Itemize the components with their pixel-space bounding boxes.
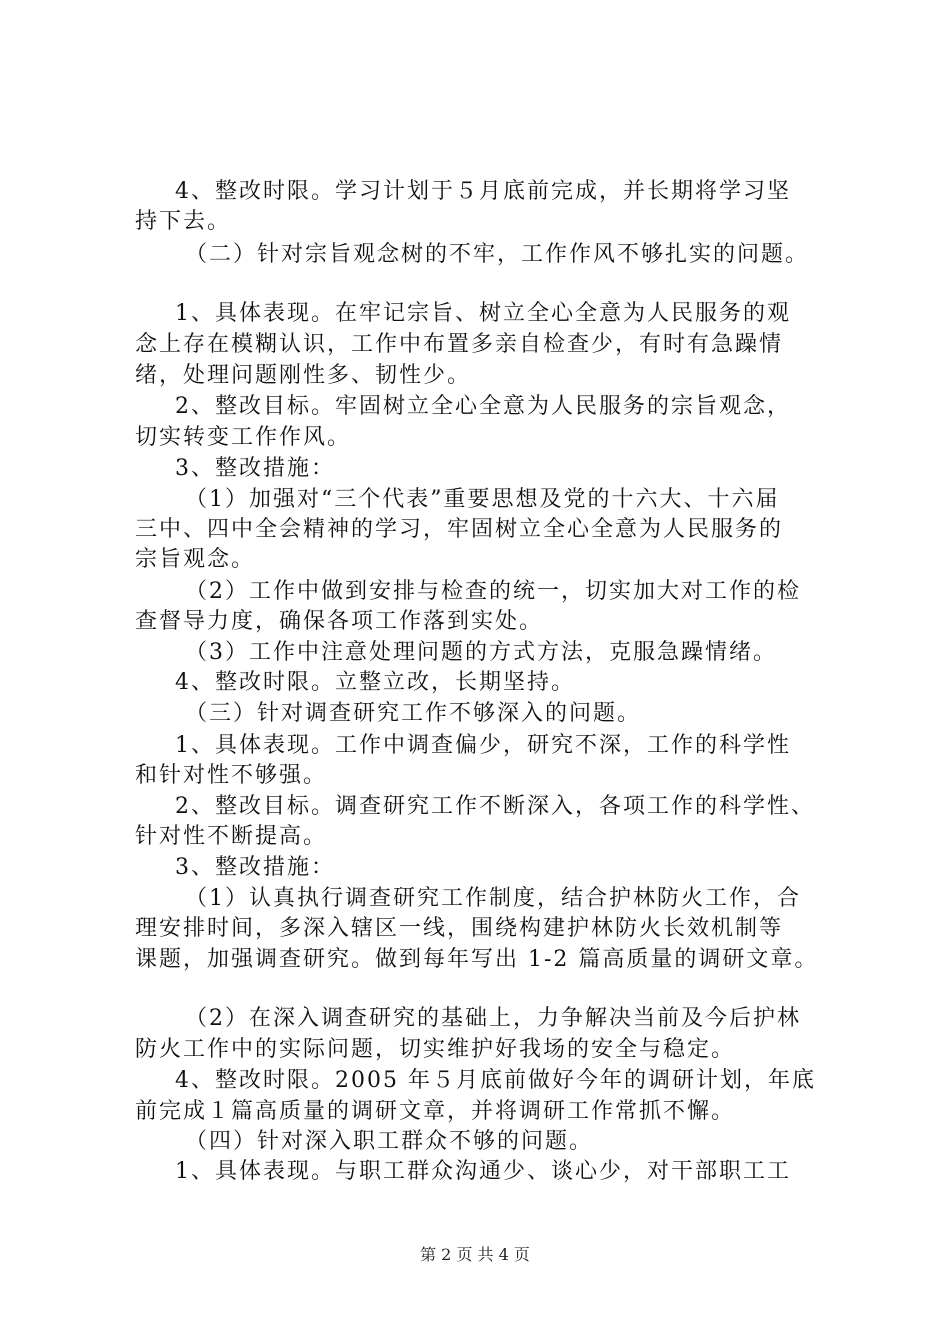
- text-line: 绪，处理问题刚性多、韧性少。: [135, 363, 472, 388]
- text-line: 持下去。: [135, 209, 232, 234]
- text-line: 1、具体表现。与职工群众沟通少、谈心少，对干部职工工: [175, 1159, 791, 1184]
- text-line: 课题，加强调查研究。做到每年写出 1-2 篇高质量的调研文章。: [135, 947, 819, 972]
- text-line: 4、整改时限。学习计划于５月底前完成，并长期将学习坚: [175, 179, 791, 204]
- text-line: 4、整改时限。2005 年５月底前做好今年的调研计划，年底: [175, 1068, 816, 1093]
- text-line: 2、整改目标。调查研究工作不断深入，各项工作的科学性、: [175, 794, 815, 819]
- text-line: （2）工作中做到安排与检查的统一，切实加大对工作的检: [185, 579, 801, 604]
- text-line: 4、整改时限。立整立改，长期坚持。: [175, 670, 575, 695]
- text-line: （2）在深入调查研究的基础上，力争解决当前及今后护林: [185, 1006, 801, 1031]
- section-heading: （四）针对深入职工群众不够的问题。: [185, 1129, 594, 1154]
- page-number-footer: 第 2 页 共 4 页: [420, 1245, 530, 1264]
- text-line: 三中、四中全会精神的学习，牢固树立全心全意为人民服务的: [135, 517, 784, 542]
- text-line: 理安排时间，多深入辖区一线，围绕构建护林防火长效机制等: [135, 916, 784, 941]
- text-line: （1）加强对“三个代表”重要思想及党的十六大、十六届: [185, 487, 780, 512]
- text-line: 和针对性不够强。: [135, 763, 328, 788]
- text-line: 防火工作中的实际问题，切实维护好我场的安全与稳定。: [135, 1037, 736, 1062]
- text-line: 切实转变工作作风。: [135, 425, 352, 450]
- text-line: 念上存在模糊认识，工作中布置多亲自检查少，有时有急躁情: [135, 332, 784, 357]
- text-line: 3、整改措施：: [175, 855, 335, 880]
- text-line: 1、具体表现。工作中调查偏少，研究不深，工作的科学性: [175, 733, 791, 758]
- text-line: 2、整改目标。牢固树立全心全意为人民服务的宗旨观念，: [175, 394, 791, 419]
- text-line: （1）认真执行调查研究工作制度，结合护林防火工作，合: [185, 886, 801, 911]
- text-line: 3、整改措施：: [175, 456, 335, 481]
- text-line: 查督导力度，确保各项工作落到实处。: [135, 609, 544, 634]
- text-line: 针对性不断提高。: [135, 824, 328, 849]
- text-line: 1、具体表现。在牢记宗旨、树立全心全意为人民服务的观: [175, 301, 791, 326]
- text-line: （3）工作中注意处理问题的方式方法，克服急躁情绪。: [185, 640, 777, 665]
- section-heading: （三）针对调查研究工作不够深入的问题。: [185, 701, 642, 726]
- text-line: 宗旨观念。: [135, 547, 256, 572]
- text-line: 前完成１篇高质量的调研文章，并将调研工作常抓不懈。: [135, 1099, 736, 1124]
- section-heading: （二）针对宗旨观念树的不牢，工作作风不够扎实的问题。: [185, 242, 810, 267]
